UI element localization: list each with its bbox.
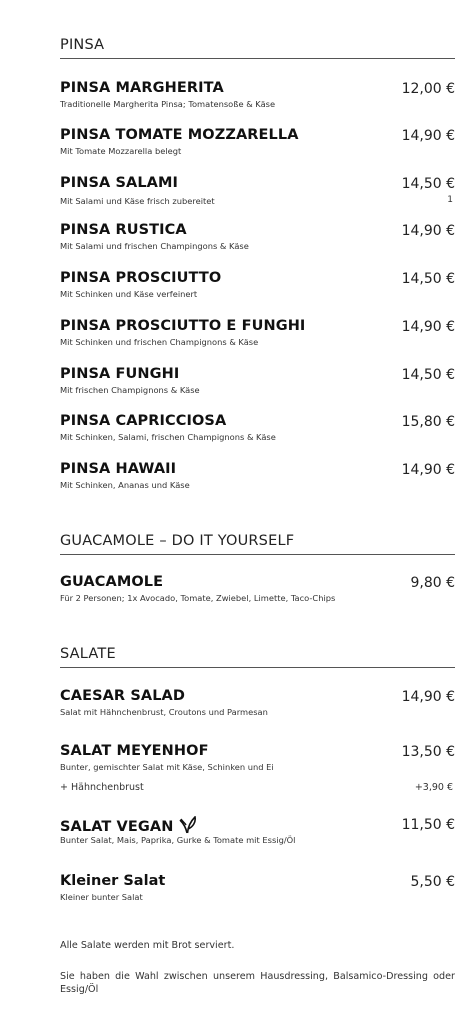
- note-bread: Alle Salate werden mit Brot serviert.: [60, 940, 235, 951]
- section-divider: [60, 667, 455, 668]
- item-name: PINSA RUSTICA: [60, 222, 187, 238]
- item-price: 14,50 €: [401, 367, 455, 383]
- item-price: 14,50 €: [401, 176, 455, 192]
- item-description: Bunter Salat, Mais, Paprika, Gurke & Tomate mit Essig/Öl: [60, 835, 296, 845]
- item-price: 14,90 €: [401, 223, 455, 239]
- item-price: 14,50 €: [401, 271, 455, 287]
- item-description: Traditionelle Margherita Pinsa; Tomatensoße & Käse: [60, 99, 276, 109]
- item-name: Kleiner Salat: [60, 873, 166, 889]
- item-name: PINSA MARGHERITA: [60, 80, 224, 96]
- item-price: 14,90 €: [401, 128, 455, 144]
- item-name: PINSA SALAMI: [60, 175, 179, 191]
- item-description: Mit Salami und Käse frisch zubereitet: [60, 196, 215, 206]
- item-price: 11,50 €: [401, 817, 455, 833]
- addon-price: +3,90 €: [414, 782, 453, 793]
- item-description: Mit Schinken und Käse verfeinert: [60, 289, 198, 299]
- item-description: Kleiner bunter Salat: [60, 892, 143, 902]
- item-description: Bunter, gemischter Salat mit Käse, Schinken und Ei: [60, 762, 274, 772]
- item-name: PINSA HAWAII: [60, 461, 177, 477]
- item-price: 14,90 €: [401, 689, 455, 705]
- section-title-guacamole: GUACAMOLE – DO IT YOURSELF: [60, 533, 295, 549]
- item-name: PINSA PROSCIUTTO E FUNGHI: [60, 318, 306, 334]
- item-price: 14,90 €: [401, 319, 455, 335]
- item-name: CAESAR SALAD: [60, 688, 186, 704]
- section-title-pinsa: PINSA: [60, 37, 105, 53]
- item-name: SALAT VEGAN: [60, 819, 174, 835]
- item-name: PINSA PROSCIUTTO: [60, 270, 222, 286]
- item-description: Mit Schinken, Salami, frischen Champignons & Käse: [60, 432, 276, 442]
- item-description: Für 2 Personen; 1x Avocado, Tomate, Zwiebel, Limette, Taco-Chips: [60, 593, 336, 603]
- addon-label: + Hähnchenbrust: [60, 782, 144, 793]
- item-description: Mit frischen Champignons & Käse: [60, 385, 200, 395]
- item-name: PINSA TOMATE MOZZARELLA: [60, 127, 299, 143]
- item-price: 14,90 €: [401, 462, 455, 478]
- item-name: GUACAMOLE: [60, 574, 164, 590]
- item-description: Mit Schinken, Ananas und Käse: [60, 480, 190, 490]
- item-name: SALAT MEYENHOF: [60, 743, 209, 759]
- item-description: Salat mit Hähnchenbrust, Croutons und Parmesan: [60, 707, 268, 717]
- note-dressing: Sie haben die Wahl zwischen unserem Hausdressing, Balsamico-Dressing oder Essig/Öl: [60, 971, 455, 995]
- item-description: Mit Tomate Mozzarella belegt: [60, 146, 182, 156]
- item-price: 13,50 €: [401, 744, 455, 760]
- section-divider: [60, 554, 455, 555]
- item-price: 5,50 €: [410, 874, 455, 890]
- item-name: PINSA FUNGHI: [60, 366, 180, 382]
- item-price: 15,80 €: [401, 414, 455, 430]
- menu-page: [60, 0, 455, 1024]
- item-price: 12,00 €: [401, 81, 455, 97]
- item-description: Mit Salami und frischen Champingons & Käse: [60, 241, 249, 251]
- item-allergen-note: 1: [447, 195, 453, 205]
- item-price: 9,80 €: [410, 575, 455, 591]
- item-name: PINSA CAPRICCIOSA: [60, 413, 227, 429]
- item-description: Mit Schinken und frischen Champignons & Käse: [60, 337, 259, 347]
- section-divider: [60, 58, 455, 59]
- section-title-salate: SALATE: [60, 646, 116, 662]
